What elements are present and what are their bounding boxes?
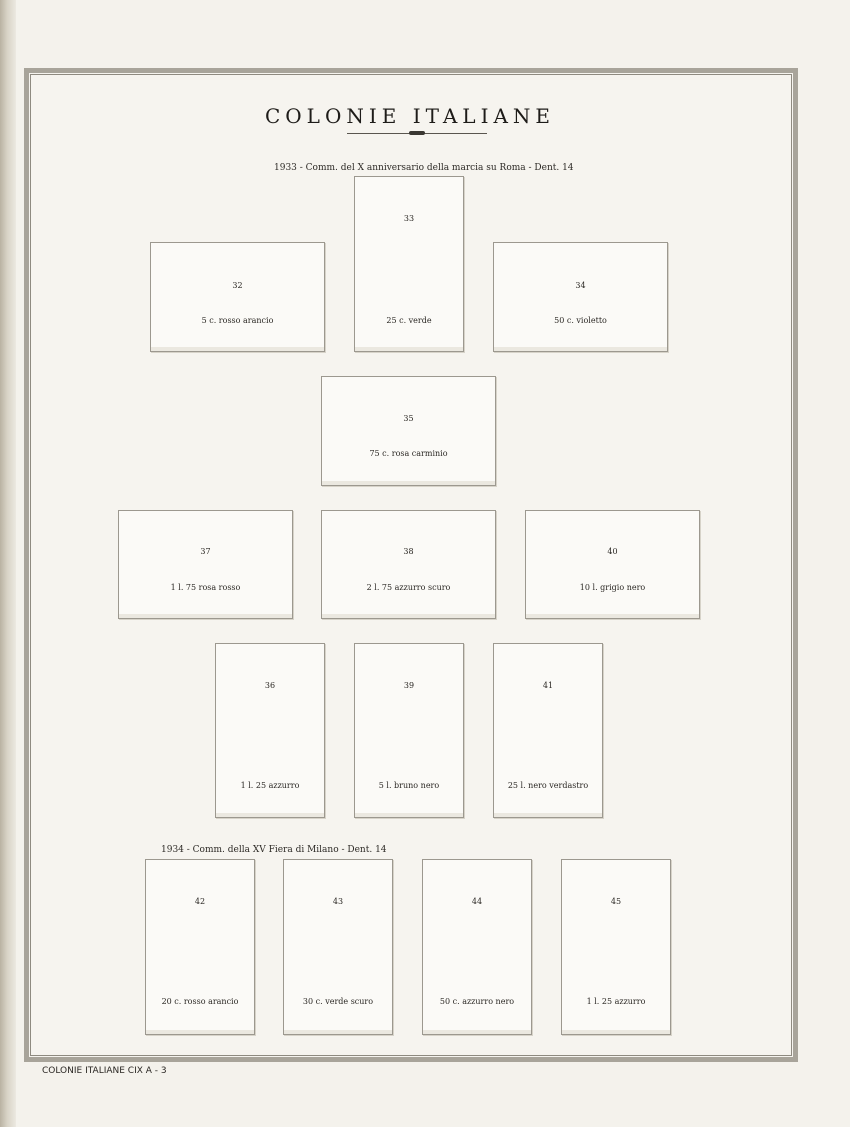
stamp-space-36 [215,643,325,818]
stamp-space-42 [145,859,255,1035]
stamp-space-41 [493,643,603,818]
stamp-description: 10 l. grigio nero [579,583,646,592]
stamp-description: 20 c. rosso arancio [161,997,239,1006]
stamp-description: 2 l. 75 azzurro scuro [366,583,451,592]
stamp-description: 75 c. rosa carminio [369,449,448,458]
stamp-number: 32 [232,281,243,290]
stamp-number: 36 [264,681,276,690]
stamp-number: 40 [607,547,618,556]
stamp-description: 1 l. 25 azzurro [240,781,300,790]
page-title: COLONIE ITALIANE [264,104,556,128]
stamp-number: 35 [403,414,414,423]
stamp-description: 1 l. 75 rosa rosso [170,583,241,592]
stamp-description: 5 c. rosso arancio [201,316,274,325]
stamp-space-45 [561,859,671,1035]
album-binding-edge [0,0,16,1127]
stamp-description: 50 c. azzurro nero [439,997,515,1006]
stamp-description: 30 c. verde scuro [302,997,374,1006]
stamp-description: 5 l. bruno nero [378,781,440,790]
title-ornament-rule [347,133,487,134]
stamp-space-39 [354,643,464,818]
stamp-number: 43 [332,897,344,906]
stamp-description: 1 l. 25 azzurro [586,997,646,1006]
stamp-space-33 [354,176,464,352]
stamp-number: 42 [194,897,206,906]
stamp-space-43 [283,859,393,1035]
stamp-number: 34 [575,281,586,290]
stamp-number: 33 [403,214,415,223]
stamp-space-40 [525,510,700,619]
stamp-number: 45 [610,897,622,906]
stamp-number: 39 [403,681,415,690]
stamp-space-38 [321,510,496,619]
stamp-number: 44 [471,897,483,906]
stamp-description: 25 l. nero verdastro [507,781,589,790]
stamp-space-34 [493,242,668,352]
stamp-description: 25 c. verde [386,316,432,325]
stamp-number: 38 [403,547,414,556]
stamp-space-32 [150,242,325,352]
stamp-number: 41 [542,681,554,690]
stamp-description: 50 c. violetto [554,316,607,325]
section-heading-1934: 1934 - Comm. della XV Fiera di Milano - Dent. 14 [161,845,387,855]
stamp-space-35 [321,376,496,486]
stamp-space-37 [118,510,293,619]
stamp-space-44 [422,859,532,1035]
section-heading-1933: 1933 - Comm. del X anniversario della marcia su Roma - Dent. 14 [274,163,574,173]
page-footer: COLONIE ITALIANE CIX A - 3 [42,1066,167,1076]
stamp-number: 37 [200,547,211,556]
